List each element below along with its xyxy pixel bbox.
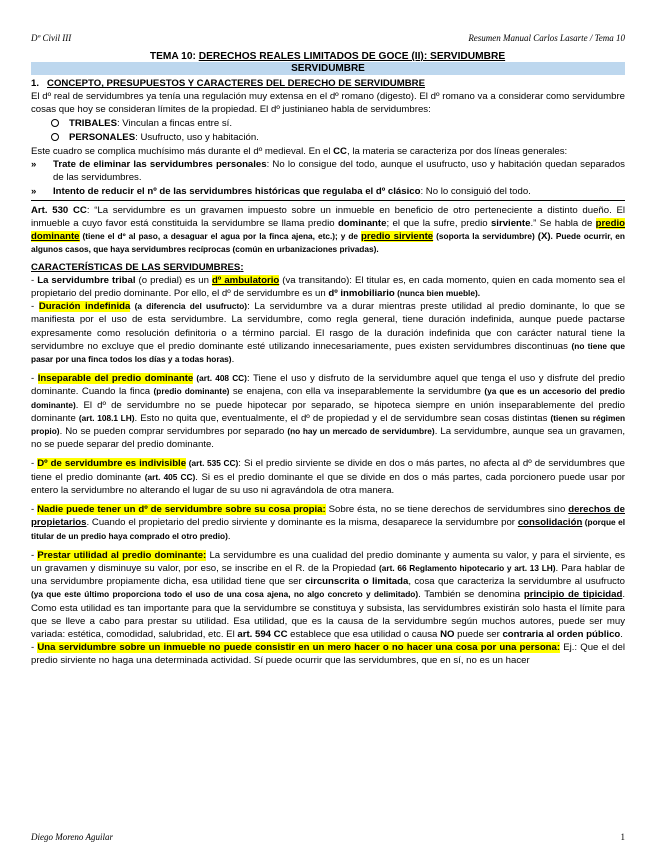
double-chevron-icon: » <box>31 185 37 197</box>
section-heading <box>31 77 625 90</box>
title-main: DERECHOS REALES LIMITADOS DE GOCE (II): SERVIDUMBRE <box>198 51 506 62</box>
characteristic-mero-hacer: - Una servidumbre sobre un inmueble no puede consistir en un mero hacer o no hacer una cosa por una persona: Ej.: Que el del predio sirviente no haga una determinada actividad. Sí puede ocurrir que las servidumbres, que en sí, no es un hacer <box>31 642 625 667</box>
footer-author: Diego Moreno Aguilar <box>31 832 113 842</box>
characteristic-ambulatorio: - La servidumbre tribal (o predial) es un dº ambulatorio (va transitando): El titular es, en cada momento, quien en cada momento sea el propietario del predio dominante. Por ello, el dº de servidumbre es un dº inmobiliario (nunca bien mueble). <box>31 274 625 300</box>
characteristic-utilidad: - Prestar utilidad al predio dominante: La servidumbre es una cualidad del predio dominante y aumenta su valor, y para el sirviente, es un gravamen y disminuye su valor, por eso, se inscribe en el R. de la Propiedad (art. 66 Reglamento hipotecario y art. 13 LH). Para hablar de una servidumbre propiamente dicha, esa utilidad tiene que ser circunscrita o limitada, cosa que caracteriza la servidumbre al usufructo (ya que este último proporciona todo el uso de una cosa ajena, no algo concreto y delimitado). También se denomina principio de tipicidad. Como esta utilidad es tan importante para que la servidumbre se constituya y subsista, las servidumbres existirán solo hasta el límite para que se lleve a cabo para prestar su utilidad. Esa utilidad, que es la causa de la servidumbre según muchos autores, puede ser muy variada: estética, comodidad, salubridad, etc. El art. 594 CC establece que esa utilidad o causa NO puede ser contraria al orden público. <box>31 549 625 640</box>
intro-paragraph: El dº real de servidumbres ya tenía una regulación muy extensa en el dº romano (digesto). El dº romano va a considerar como servidumbre cosas que hoy se consideran límites de la propiedad. El dº justinianeo habla de servidumbres: <box>31 91 625 116</box>
characteristic-duracion: - Duración indefinida (a diferencia del usufructo): La servidumbre va a durar mientras preste utilidad al predio dominante, lo que se manifiesta por el uso de esta servidumbre. La servidumbre, como regla general, tiene duración indefinida, aunque puede pactarse expresamente como resolución definitoria o a término parcial. El rasgo de la duración indefinida que con carácter natural tiene la servidumbre no excluye que el predio dominante esté utilizando innecesariamente, pues existen servidumbres discontinuas (no tiene que pasar por una finca todos los días y a todas horas). <box>31 301 625 366</box>
divider <box>31 200 625 201</box>
header-left: Dº Civil III <box>31 33 72 43</box>
list-item: » Trate de eliminar las servidumbres personales: No lo consigue del todo, aunque el usufructo, uso y habitación quedan separados de las servidumbres. <box>31 159 625 184</box>
double-chevron-icon: » <box>31 159 37 171</box>
section-band: SERVIDUMBRE <box>31 62 625 75</box>
list-item <box>31 117 625 131</box>
art-530-paragraph: Art. 530 CC: “La servidumbre es un gravamen impuesto sobre un inmueble en beneficio de otro perteneciente a distinto dueño. El inmueble a cuyo favor está constituida la servidumbre se llama predio dominante; el que la sufre, predio sirviente.” Se habla de predio dominante (tiene el dº al paso, a desaguar el agua por la finca ajena, etc.); y de predio sirviente (soporta la servidumbre) (X). Puede ocurrir, en algunos casos, que haya servidumbres recíprocas (común en urbanizaciones privadas). <box>31 204 626 255</box>
circle-bullet-icon <box>51 117 69 131</box>
page-footer <box>31 832 625 842</box>
section-number: 1. <box>31 78 40 89</box>
list-item <box>31 131 625 145</box>
characteristic-indivisible: - Dº de servidumbre es indivisible (art. 535 CC): Si el predio sirviente se divide en dos o más partes, no afecta al dº de servidumbres que tiene el predio dominante (art. 405 CC). Si es el predio dominante el que se divide en dos o más partes, cada porcionero puede usar por entero la servidumbre no alterando el lugar de su uso ni agravándola de otra manera. <box>31 458 626 496</box>
list-item-text: : Vinculan a fincas entre sí. <box>116 117 232 129</box>
list-item-text: : Usufructo, uso y habitación. <box>135 131 259 143</box>
list-item-label: PERSONALES <box>69 131 136 143</box>
section-heading-text: CONCEPTO, PRESUPUESTOS Y CARACTERES DEL DERECHO DE SERVIDUMBRE <box>47 78 425 89</box>
characteristic-inseparable: - Inseparable del predio dominante (art. 408 CC): Tiene el uso y disfruto de la servidumbre aquel que tenga el uso y disfrute del predio dominante. Cuando la finca (predio dominante) se enajena, con ella va inseparablemente la servidumbre (ya que es un accesorio del predio dominante). El dº de servidumbre no se puede hipotecar por separado, se hipoteca siempre en unión inseparablemente del predio dominante (art. 108.1 LH). Esto no quita que, eventualmente, el dº de propiedad y el de servidumbre sean cosas distintas (tienen su régimen propio). No se pueden comprar servidumbres por separado (no hay un mercado de servidumbre). La servidumbre, aunque sea un gravamen, no se puede separar del predio dominante. <box>31 373 626 451</box>
list-item-label: TRIBALES <box>69 117 117 129</box>
title-prefix: TEMA 10: <box>149 51 199 62</box>
list-item: » Intento de reducir el nº de las servidumbres históricas que regulaba el dº clásico: No lo consiguió del todo. <box>31 185 531 197</box>
page-title <box>0 51 655 62</box>
circle-bullet-icon <box>51 131 69 145</box>
characteristic-cosa-propia: - Nadie puede tener un dº de servidumbre sobre su cosa propia: Sobre ésta, no se tiene derechos de servidumbres sino derechos de propietarios. Cuando el propietario del predio sirviente y dominante es la misma, desaparece la servidumbre por consolidación (porque el titular de un predio haya comprado el otro predio). <box>31 504 625 542</box>
header-right: Resumen Manual Carlos Lasarte / Tema 10 <box>468 33 625 43</box>
document-body <box>31 77 625 668</box>
medieval-paragraph: Este cuadro se complica muchísimo más durante el dº medieval. En el CC, la materia se caracteriza por dos líneas generales: <box>31 146 568 158</box>
characteristics-heading: CARACTERÍSTICAS DE LAS SERVIDUMBRES: <box>31 261 244 273</box>
page-number: 1 <box>620 832 625 842</box>
